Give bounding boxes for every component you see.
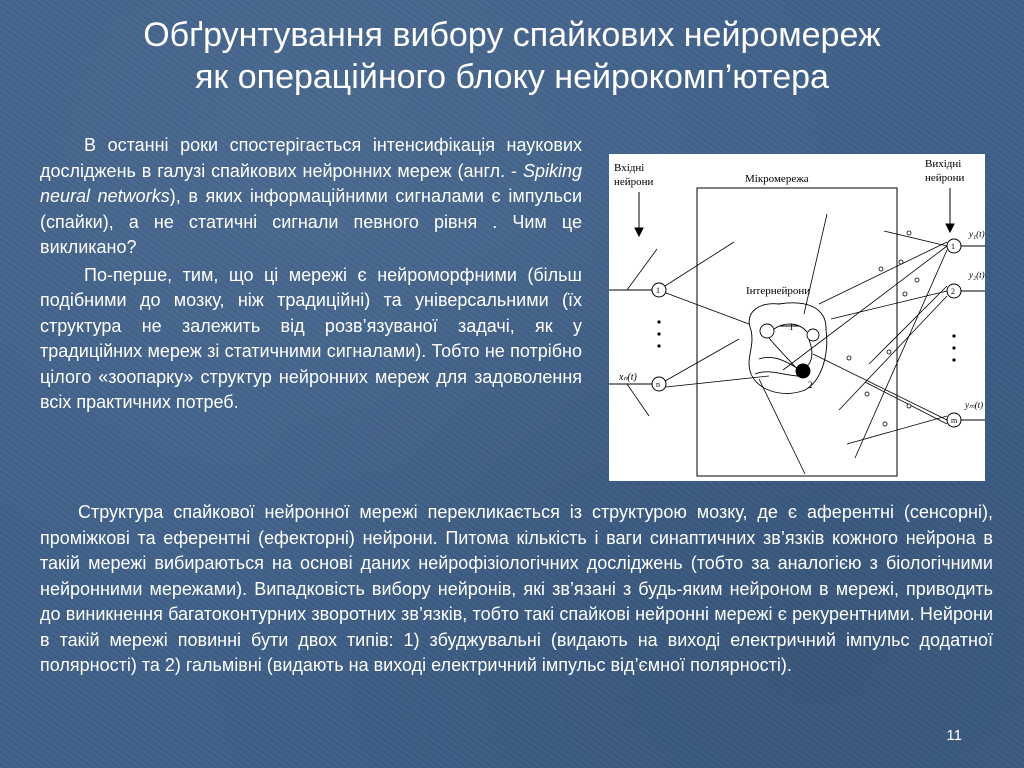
title-line-2: як операційного блоку нейрокомп’ютера	[195, 58, 829, 96]
input-signal-label: xₙ(t)	[619, 372, 637, 383]
synaptic-connections	[627, 214, 947, 474]
left-text-column	[40, 133, 582, 416]
paragraph-1-end: ), в яких інформаційними сигналами є імпульси (спайки), а не статичні сигнали певного рівня . Чим це викликано?	[40, 186, 582, 257]
svg-text:m: m	[951, 416, 958, 425]
output-neuron-m	[947, 413, 985, 427]
interneuron-marker-1: 1	[789, 322, 794, 332]
diagram-svg	[609, 154, 985, 481]
spiking-term: Spiking neural networks	[40, 160, 582, 206]
input-neuron-1	[609, 283, 666, 297]
input-neuron-n	[609, 377, 666, 391]
interneuron-cluster	[749, 303, 827, 394]
output-neurons-label-2: нейрони	[925, 172, 965, 184]
slide-title	[40, 14, 984, 98]
svg-text:1: 1	[951, 242, 955, 251]
input-ellipsis	[657, 320, 660, 347]
paragraph-1-start: В останні роки спостерігається інтенсифікація наукових досліджень в галузі спайкових нейронних мереж (англ. -	[40, 135, 582, 181]
bottom-text-block	[40, 500, 993, 679]
output-m-signal-label: yₘ(t)	[965, 400, 984, 410]
interneurons-label: Інтернейрони	[746, 285, 811, 297]
title-line-1: Обґрунтування вибору спайкових нейромереж	[143, 16, 881, 54]
output-neurons-label-1: Вихідні	[925, 158, 962, 170]
synapse-markers	[847, 231, 919, 426]
slide-number: 11	[946, 727, 962, 744]
micronetwork-label: Мікромережа	[745, 173, 809, 185]
input-neurons-label-2: нейрони	[614, 176, 654, 188]
output-ellipsis	[952, 334, 955, 361]
interneuron-marker-2: 2	[808, 380, 813, 390]
svg-text:n: n	[656, 380, 660, 389]
output-neuron-1	[947, 239, 985, 253]
paragraph-1	[40, 133, 582, 261]
output-2-signal-label: y₂(t)	[969, 270, 985, 280]
output-neuron-2	[947, 284, 985, 298]
paragraph-2: По-перше, тим, що ці мережі є нейроморфними (більш подібними до мозку, ніж традиційні) та універсальними (їх структура не залежить від розв’язуваної задачі, як у традиційних мереж зі статичними сигналами). Тобто не потрібно цілого «зоопарку» структур нейронних мереж для задоволення всіх практичних потреб.	[40, 264, 582, 412]
micronetwork-frame	[697, 188, 897, 476]
output-1-signal-label: y₁(t)	[969, 229, 985, 239]
input-arrows	[635, 188, 954, 236]
paragraph-3: Структура спайкової нейронної мережі перекликається із структурою мозку, де є аферентні (сенсорні), проміжкові та еферентні (ефекторні) нейрони. Питома кількість і ваги синаптичних зв’язків кожного нейрона в такій мережі вибираються на основі даних нейрофізіологічних досліджень (тобто за аналогією з біологічними нейронними мережами). Випадковість вибору нейронів, які зв’язані з будь-яким нейроном в мережі, приводить до виникнення багатоконтурних зворотних зв’язків, тобто такі спайкові нейронні мережі є рекурентними. Нейрони в такій мережі повинні бути двох типів: 1) збуджувальні (видають на виході електричний імпульс додатної полярності) та 2) гальмівні (видають на виході електричний імпульс від’ємної полярності).	[40, 502, 993, 675]
svg-text:2: 2	[951, 287, 955, 296]
input-neurons-label-1: Вхідні	[614, 162, 645, 174]
spiking-network-diagram	[609, 154, 985, 481]
svg-text:1: 1	[656, 286, 660, 295]
